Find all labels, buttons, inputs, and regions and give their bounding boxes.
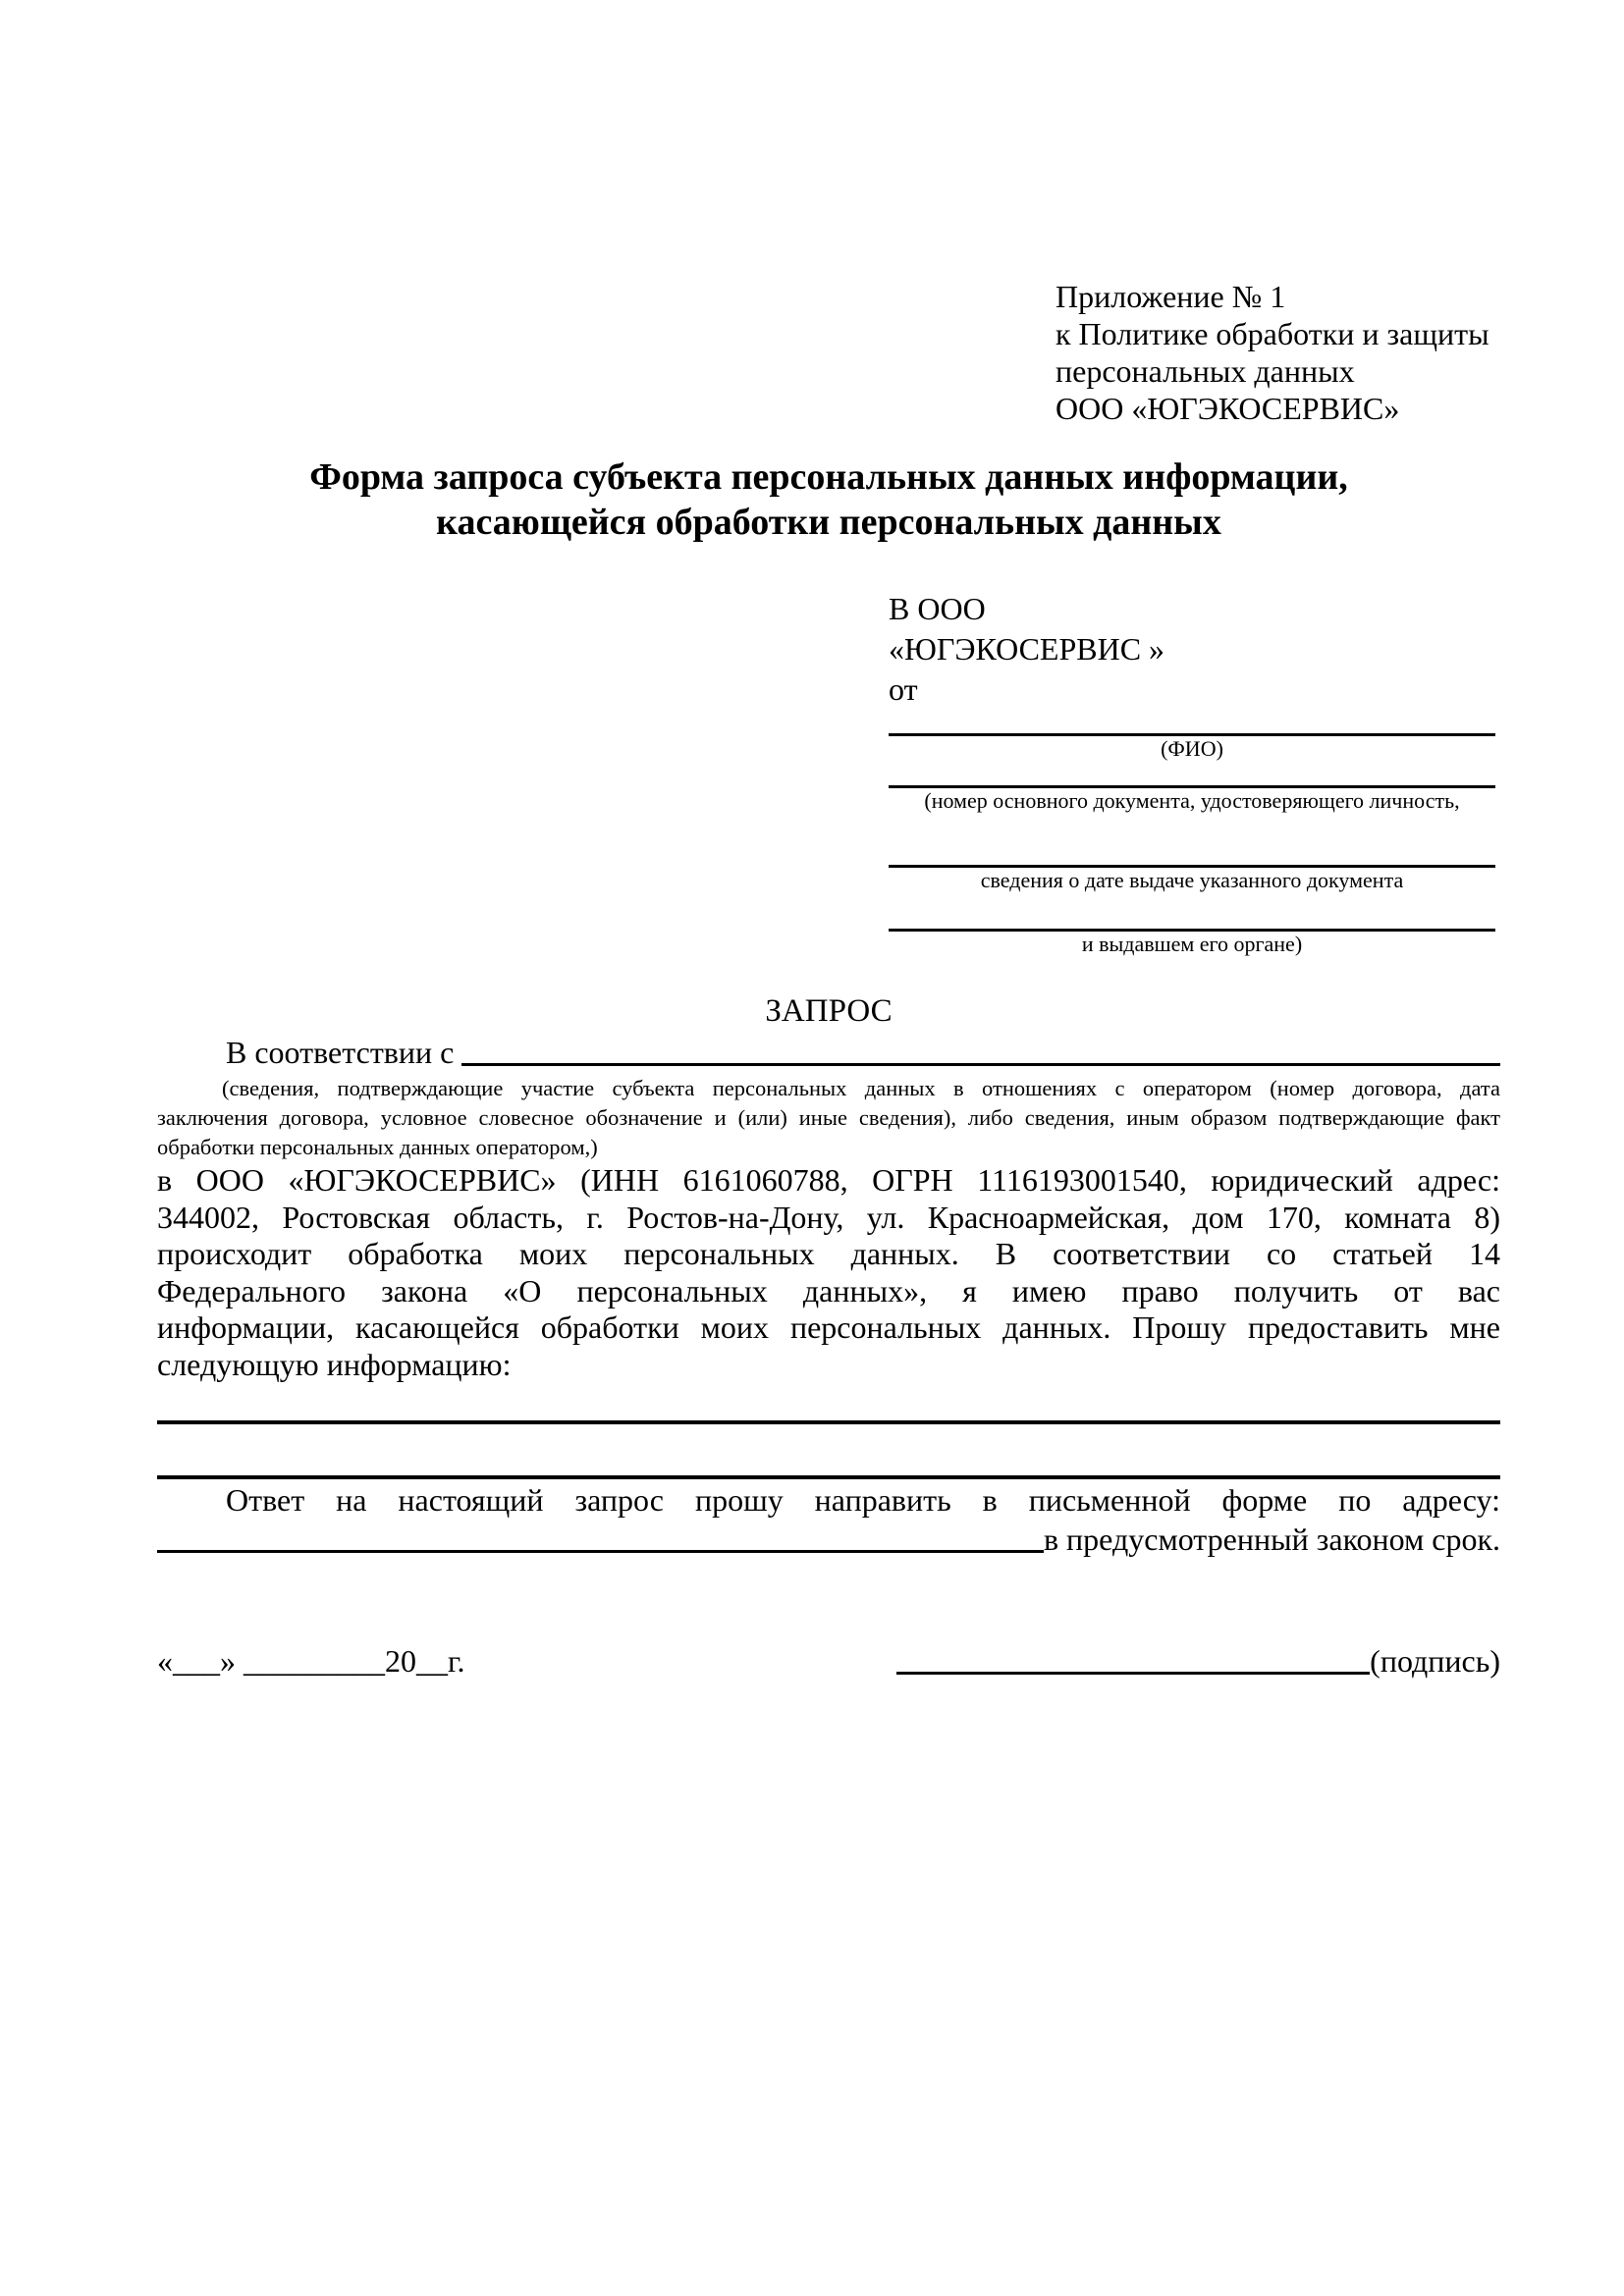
addressee-line: «ЮГЭКОСЕРВИС » — [889, 631, 1165, 667]
body-line: происходит обработка моих персональных данных. В соответствии со статьей 14 — [157, 1236, 1500, 1271]
addressee-line: В ООО — [889, 591, 986, 626]
appendix-reference-block — [1056, 278, 1489, 427]
date-blank: «___» _________20__г. — [157, 1643, 465, 1679]
issue-date-caption: сведения о дате выдаче указанного документа — [980, 868, 1404, 892]
reply-request-line: Ответ на настоящий запрос прошу направить в письменной форме по адресу: — [226, 1482, 1500, 1518]
appendix-line: персональных данных — [1056, 353, 1355, 389]
field-issue-date — [889, 865, 1495, 893]
footnote-line: (сведения, подтверждающие участие субъекта персональных данных в отношениях с оператором (номер договора, дата — [222, 1076, 1500, 1100]
intro-blank-line — [461, 1033, 1500, 1066]
document-title — [157, 454, 1500, 545]
footnote-line: заключения договора, условное словесное обозначение и (или) иные сведения), либо сведения, иным образом подтверждающие факт — [157, 1105, 1500, 1130]
field-document-number — [889, 785, 1495, 814]
signature-caption: (подпись) — [1370, 1643, 1500, 1679]
body-line: в ООО «ЮГЭКОСЕРВИС» (ИНН 6161060788, ОГРН 1116193001540, юридический адрес: — [157, 1162, 1500, 1198]
addressee-block — [889, 589, 1495, 957]
appendix-line: ООО «ЮГЭКОСЕРВИС» — [1056, 391, 1400, 426]
body-line: Федерального закона «О персональных данных», я имею право получить от вас — [157, 1272, 1500, 1308]
title-line: Форма запроса субъекта персональных данных информации, — [309, 456, 1348, 498]
field-issuing-authority — [889, 929, 1495, 957]
appendix-line: Приложение № 1 — [1056, 279, 1286, 314]
addressee-line: от — [889, 671, 918, 707]
body-line: 344002, Ростовская область, г. Ростов-на-Дону, ул. Красноармейская, дом 170, комната 8) — [157, 1199, 1500, 1235]
footnote-line: обработки персональных данных оператором,) — [157, 1135, 598, 1159]
body-line: информации, касающейся обработки моих персональных данных. Прошу предоставить мне — [157, 1309, 1500, 1345]
appendix-line: к Политике обработки и защиты — [1056, 316, 1489, 351]
info-blank-line-2 — [157, 1475, 1500, 1479]
reply-address-row — [157, 1520, 1500, 1559]
info-blank-line-1 — [157, 1420, 1500, 1424]
reply-suffix: в предусмотренный законом срок. — [1043, 1522, 1500, 1557]
issuing-authority-caption: и выдавшем его органе) — [1081, 932, 1303, 956]
field-fio — [889, 733, 1495, 762]
signature-blank-line — [896, 1641, 1370, 1675]
fio-caption: (ФИО) — [1161, 736, 1223, 761]
request-heading: ЗАПРОС — [765, 993, 893, 1029]
body-line: следующую информацию: — [157, 1346, 512, 1382]
body-paragraph — [157, 1162, 1500, 1383]
addressee-lines — [889, 589, 1495, 710]
document-number-caption: (номер основного документа, удостоверяющего личность, — [924, 788, 1460, 813]
intro-prefix: В соответствии с — [226, 1035, 455, 1070]
date-signature-row — [157, 1641, 1500, 1681]
title-line: касающейся обработки персональных данных — [436, 502, 1221, 543]
signature-group — [896, 1641, 1500, 1681]
footnote-text — [157, 1074, 1500, 1162]
address-blank-line — [157, 1520, 1044, 1553]
intro-row — [157, 1033, 1500, 1072]
